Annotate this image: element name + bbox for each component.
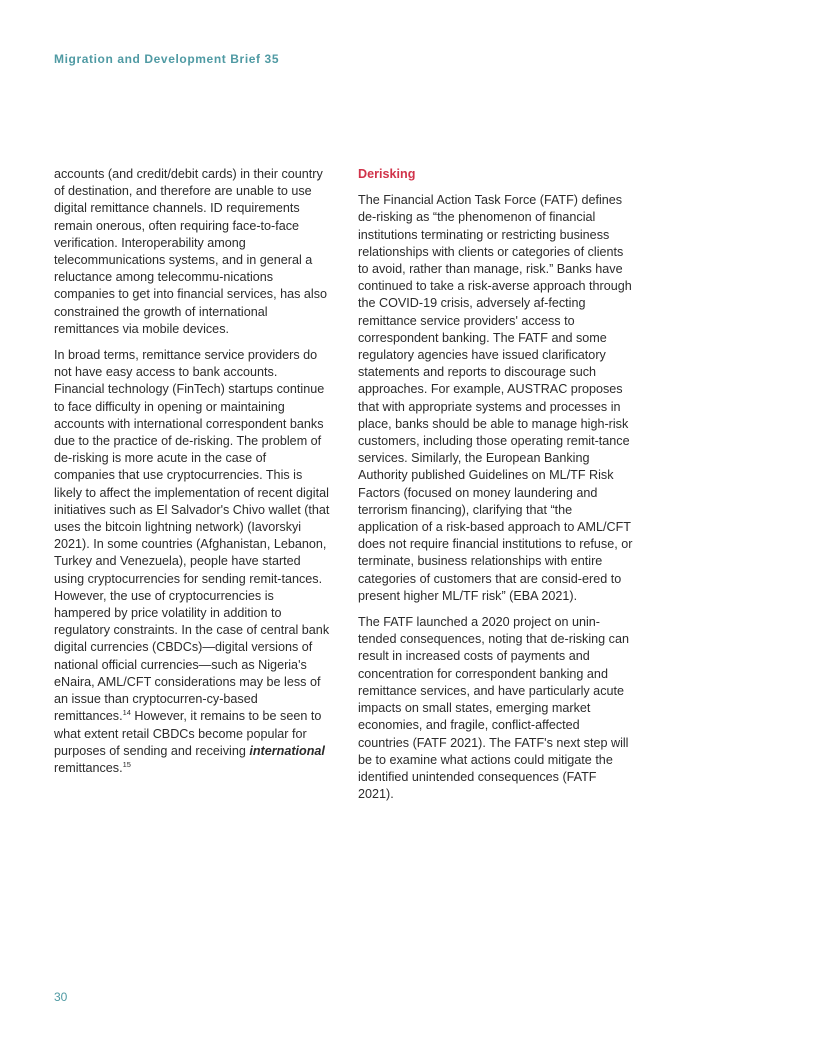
paragraph-text: However, it remains to be seen to what extent retail CBDCs become popular for purposes of sending and receiving	[54, 709, 322, 758]
running-header: Migration and Development Brief 35	[54, 52, 280, 66]
footnote-marker[interactable]: 15	[122, 759, 131, 769]
paragraph-text: remittances.	[54, 760, 123, 775]
body-paragraph	[54, 347, 330, 777]
body-paragraph: accounts (and credit/debit cards) in their country of destination, and therefore are unable to use digital remittance channels. ID requirements remain onerous, often requiring face-to-face verification. Interoperability among telecommunications systems, and in general a reluctance among telecommu-nications companies to get into financial services, has also constrained the growth of international remittances via mobile devices.	[54, 167, 328, 336]
right-column	[358, 166, 634, 812]
paragraph-text: In broad terms, remittance service providers do not have easy access to bank accounts. Financial technology (FinTech) startups continue to face difficulty in opening or maintaining accounts with international correspondent banks due to the practice of de-risking. The problem of de-risking is more acute in the case of companies that use cryptocurrencies. This is likely to affect the implementation of recent digital initiatives such as El Salvador's Chivo wallet (that uses the bitcoin lightning network) (Iavorskyi 2021). In some countries (Afghanistan, Lebanon, Turkey and Venezuela), people have started using cryptocurrencies for sending remit-tances. However, the use of cryptocurrencies is hampered by price volatility in addition to regulatory constraints. In the case of central bank digital currencies (CBDCs)—digital versions of national official currencies—such as Nigeria's eNaira, AML/CFT considerations may be less of an issue than cryptocurren-cy-based remittances.	[54, 348, 330, 724]
body-paragraph: The FATF launched a 2020 project on unin-tended consequences, noting that de-risking can result in increased costs of payments and concentration for correspondent banking and remittance services, and have particularly acute impacts on small states, emerging market economies, and fragile, conflict-affected countries (FATF 2021). The FATF's next step will be to examine what actions could mitigate the identified unintended consequences (FATF 2021).	[358, 615, 629, 802]
body-paragraph: The Financial Action Task Force (FATF) defines de-risking as “the phenomenon of financial institutions terminating or restricting business relationships with clients or categories of clients to avoid, rather than manage, risk.” Banks have continued to take a risk-averse approach through the COVID-19 crisis, adversely af-fecting remittance service providers' access to correspondent banking. The FATF and some regulatory agencies have issued clarificatory statements and reports to discourage such approaches. For example, AUSTRAC proposes that with appropriate systems and processes in place, banks should be able to manage high-risk customers, including those operating remit-tance services. Similarly, the European Banking Authority published Guidelines on ML/TF Risk Factors (focused on money laundering and terrorism financing), clarifying that “the application of a risk-based approach to AML/CFT does not require financial institutions to refuse, or terminate, business relationships with entire categories of customers that are consid-ered to present higher ML/TF risk” (EBA 2021).	[358, 193, 633, 603]
left-column	[54, 166, 330, 786]
emphasis-text: international	[249, 743, 325, 758]
page-number: 30	[54, 990, 68, 1004]
section-heading: Derisking	[358, 167, 416, 181]
footnote-marker[interactable]: 14	[122, 708, 131, 718]
